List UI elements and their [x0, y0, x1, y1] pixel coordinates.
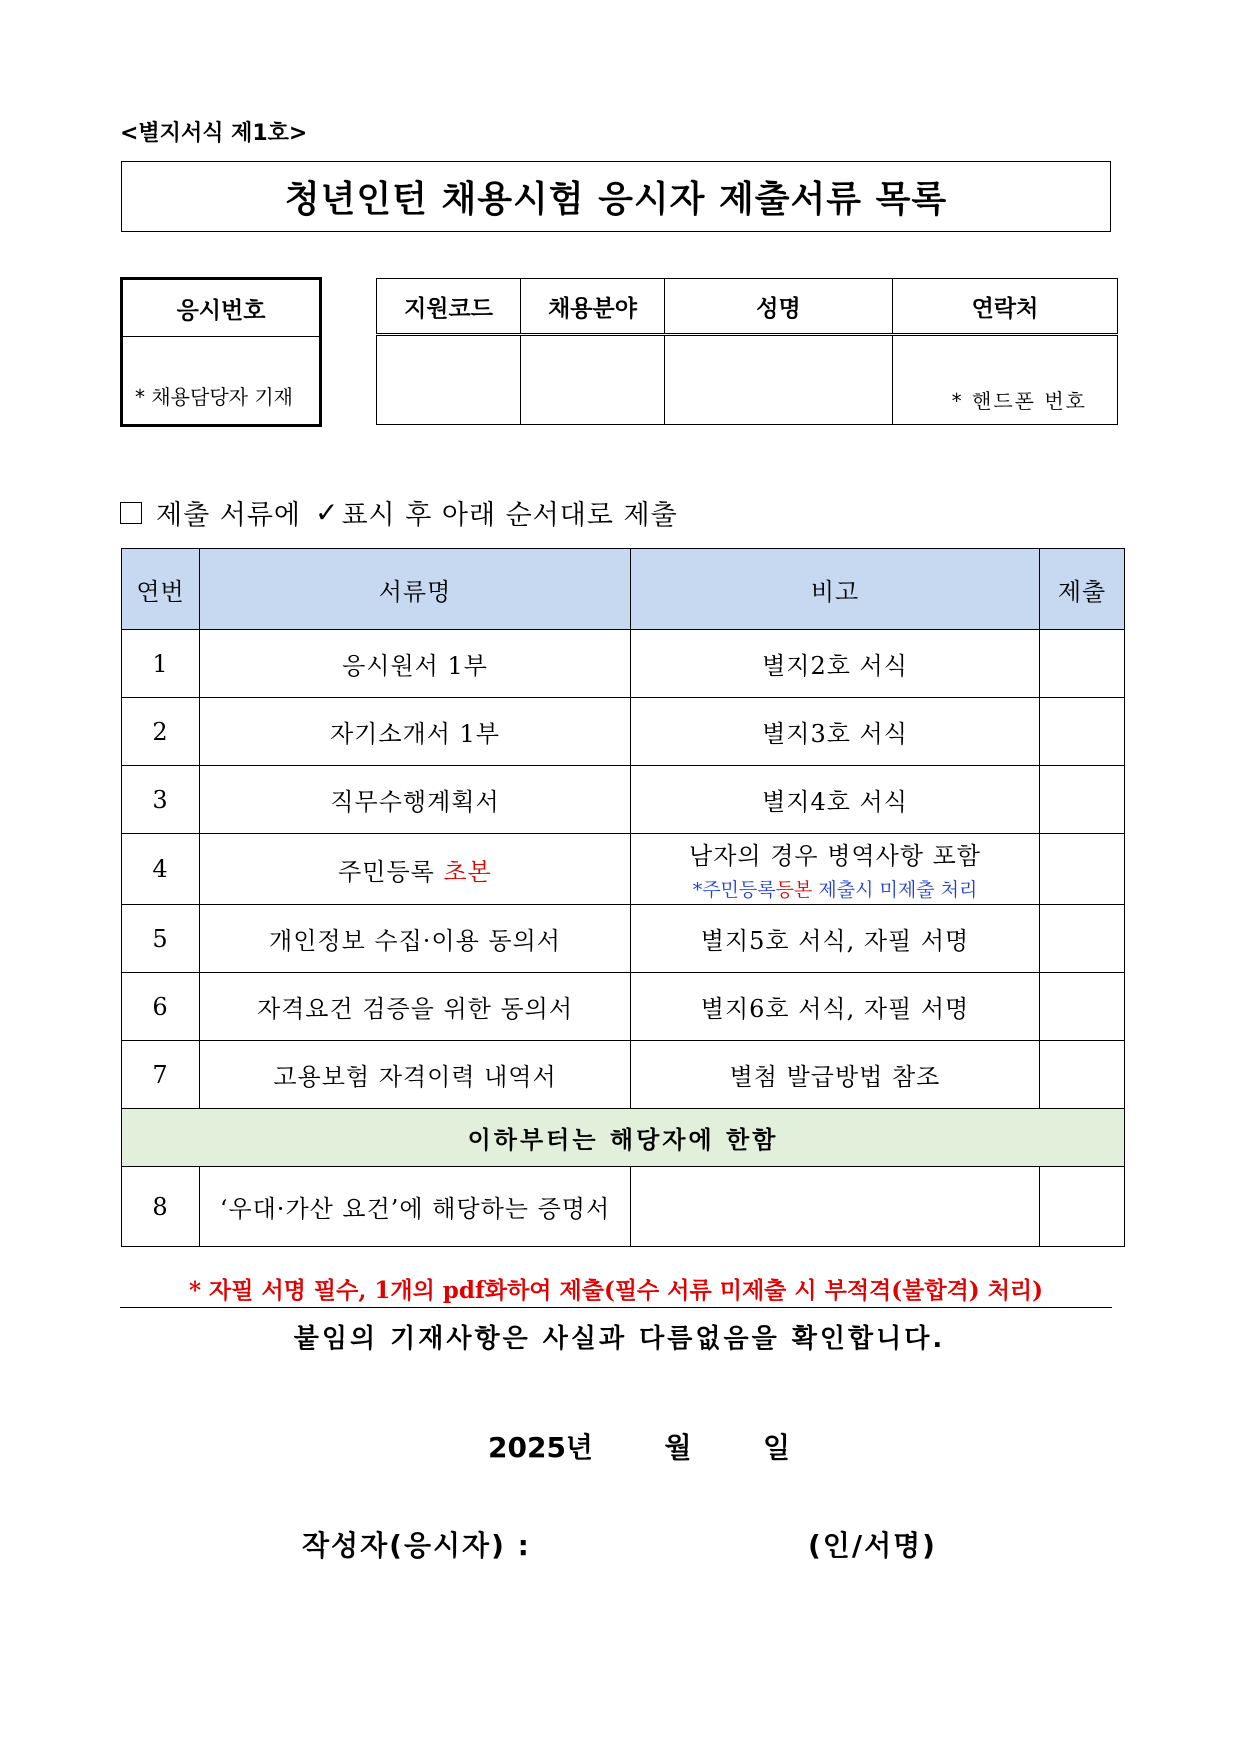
- subnote-b: 등본: [775, 879, 813, 901]
- applicant-info-table: [376, 278, 1118, 425]
- contact-cell[interactable]: [893, 335, 1118, 425]
- row-remarks: 별지2호 서식: [631, 630, 1040, 698]
- header-field: 채용분야: [521, 279, 665, 335]
- row-submit-check[interactable]: [1040, 973, 1125, 1041]
- instruction-text-b: 표시 후 아래 순서대로 제출: [341, 500, 678, 531]
- row-doc-name: [200, 834, 631, 905]
- table-row: [122, 1041, 1125, 1109]
- row-no: 6: [122, 973, 200, 1041]
- exam-number-box: [120, 277, 322, 427]
- phone-note: * 핸드폰 번호: [951, 389, 1087, 413]
- support-code-cell[interactable]: [377, 335, 521, 425]
- checkbox-icon: [120, 502, 142, 524]
- row-doc-name: ‘우대·가산 요건’에 해당하는 증명서: [200, 1167, 631, 1247]
- signer-label: 작성자(응시자) :: [302, 1529, 531, 1562]
- confirmation-statement: 붙임의 기재사항은 사실과 다름없음을 확인합니다.: [293, 1324, 946, 1354]
- doc-name-main: 주민등록: [338, 857, 435, 886]
- table-header-row: [122, 549, 1125, 630]
- date-year: 2025년: [488, 1431, 593, 1464]
- seal-label: (인/서명): [808, 1529, 937, 1562]
- remarks-main: 남자의 경우 병역사항 포함: [689, 842, 981, 870]
- table-row: [122, 1167, 1125, 1247]
- subnote-a: *주민등록: [692, 879, 776, 901]
- header-no: 연번: [122, 549, 200, 630]
- row-remarks: [631, 1167, 1040, 1247]
- header-submitted: 제출: [1040, 549, 1125, 630]
- row-submit-check[interactable]: [1040, 1041, 1125, 1109]
- row-remarks: 별첨 발급방법 참조: [631, 1041, 1040, 1109]
- header-support-code: 지원코드: [377, 279, 521, 335]
- form-number: <별지서식 제1호>: [120, 121, 308, 146]
- row-doc-name: 고용보험 자격이력 내역서: [200, 1041, 631, 1109]
- row-submit-check[interactable]: [1040, 834, 1125, 905]
- table-row: [122, 766, 1125, 834]
- exam-number-header: 응시번호: [123, 280, 319, 337]
- date-month: 월: [664, 1431, 692, 1464]
- row-doc-name: 응시원서 1부: [200, 630, 631, 698]
- remarks-subnote: [631, 875, 1039, 902]
- row-submit-check[interactable]: [1040, 630, 1125, 698]
- row-submit-check[interactable]: [1040, 1167, 1125, 1247]
- date-day: 일: [763, 1431, 791, 1464]
- row-remarks: 별지5호 서식, 자필 서명: [631, 905, 1040, 973]
- row-doc-name: 직무수행계획서: [200, 766, 631, 834]
- row-no: 4: [122, 834, 200, 905]
- documents-table: [121, 548, 1125, 1247]
- field-cell[interactable]: [521, 335, 665, 425]
- name-cell[interactable]: [665, 335, 893, 425]
- row-doc-name: 자격요건 검증을 위한 동의서: [200, 973, 631, 1041]
- row-submit-check[interactable]: [1040, 905, 1125, 973]
- instruction-text-a: 제출 서류에: [156, 500, 301, 531]
- warning-note: * 자필 서명 필수, 1개의 pdf화하여 제출(필수 서류 미제출 시 부적격(불합격) 처리): [120, 1272, 1112, 1308]
- row-no: 1: [122, 630, 200, 698]
- table-row: [122, 698, 1125, 766]
- header-remarks: 비고: [631, 549, 1040, 630]
- table-row: [122, 630, 1125, 698]
- row-no: 5: [122, 905, 200, 973]
- row-remarks: [631, 834, 1040, 905]
- section-label: 이하부터는 해당자에 한함: [122, 1109, 1125, 1167]
- header-contact: 연락처: [893, 279, 1118, 335]
- row-remarks: 별지3호 서식: [631, 698, 1040, 766]
- header-doc-name: 서류명: [200, 549, 631, 630]
- subnote-c: 제출시 미제출 처리: [812, 879, 978, 901]
- check-mark-icon: ✓: [315, 496, 340, 529]
- row-no: 2: [122, 698, 200, 766]
- header-name: 성명: [665, 279, 893, 335]
- table-row: [122, 834, 1125, 905]
- document-title: 청년인턴 채용시험 응시자 제출서류 목록: [121, 161, 1111, 232]
- row-no: 3: [122, 766, 200, 834]
- exam-number-note: * 채용담당자 기재: [135, 385, 293, 409]
- row-no: 7: [122, 1041, 200, 1109]
- section-row: [122, 1109, 1125, 1167]
- row-remarks: 별지6호 서식, 자필 서명: [631, 973, 1040, 1041]
- row-submit-check[interactable]: [1040, 698, 1125, 766]
- row-doc-name: 자기소개서 1부: [200, 698, 631, 766]
- row-doc-name: 개인정보 수집·이용 동의서: [200, 905, 631, 973]
- row-no: 8: [122, 1167, 200, 1247]
- row-submit-check[interactable]: [1040, 766, 1125, 834]
- table-row: [122, 973, 1125, 1041]
- row-remarks: 별지4호 서식: [631, 766, 1040, 834]
- table-row: [122, 905, 1125, 973]
- instruction-line: [120, 493, 678, 532]
- doc-name-highlight: 초본: [443, 857, 492, 886]
- date-line: [488, 1426, 790, 1466]
